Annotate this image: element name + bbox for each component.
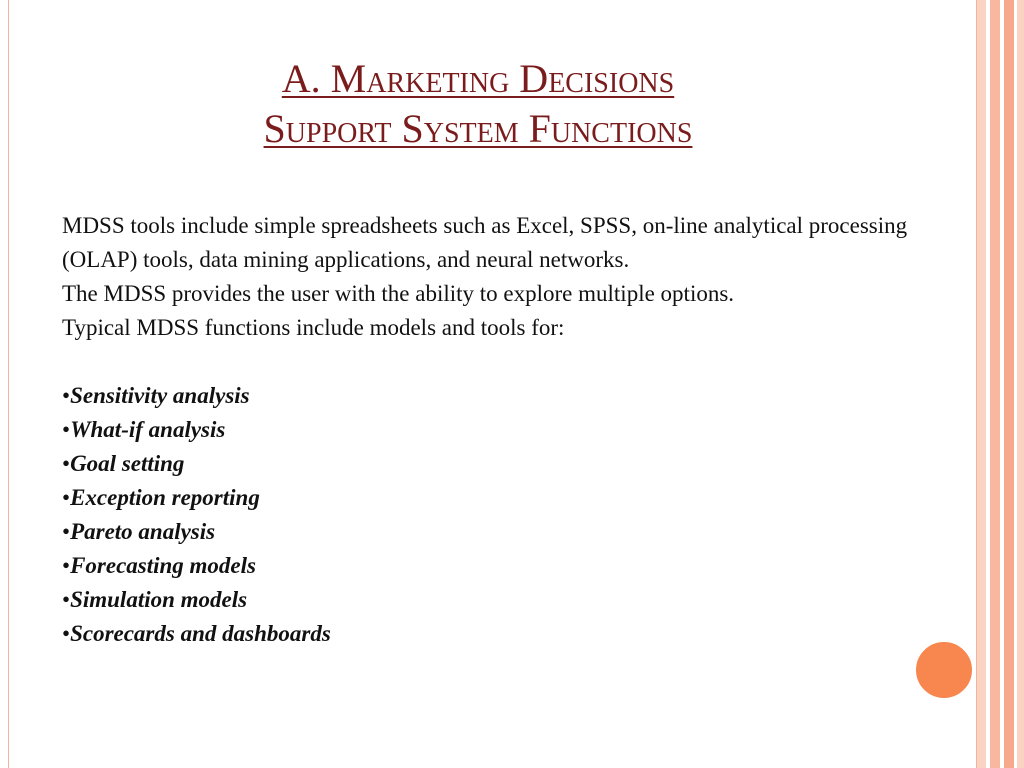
bullet-icon: •	[62, 451, 71, 476]
list-item	[62, 379, 912, 413]
list-item	[62, 617, 912, 651]
bullet-icon: •	[62, 553, 71, 578]
list-item-text: Exception reporting	[70, 485, 260, 510]
list-item-text: Goal setting	[70, 451, 185, 476]
stripe-4	[1017, 0, 1024, 768]
list-item	[62, 515, 912, 549]
list-item-text: Pareto analysis	[70, 519, 216, 544]
bullet-icon: •	[62, 383, 71, 408]
list-item	[62, 481, 912, 515]
functions-list	[62, 379, 912, 651]
decorative-circle	[913, 639, 975, 701]
bullet-icon: •	[62, 485, 71, 510]
slide-title	[150, 54, 806, 154]
bullet-icon: •	[62, 587, 71, 612]
list-item-text: Sensitivity analysis	[70, 383, 250, 408]
blank-line	[62, 345, 912, 379]
list-item	[62, 413, 912, 447]
list-item-text: Simulation models	[70, 587, 248, 612]
list-item-text: Forecasting models	[70, 553, 256, 578]
decorative-side-stripes	[977, 0, 1024, 768]
slide-body	[62, 209, 912, 651]
title-line-2: Support System Functions	[263, 106, 693, 151]
bullet-icon: •	[62, 519, 71, 544]
paragraph-functions-intro: Typical MDSS functions include models and tools for:	[62, 315, 565, 340]
list-item	[62, 583, 912, 617]
list-item-text: What-if analysis	[70, 417, 226, 442]
list-item-text: Scorecards and dashboards	[70, 621, 331, 646]
stripe-1	[977, 0, 986, 768]
list-item	[62, 549, 912, 583]
bullet-icon: •	[62, 417, 71, 442]
stripe-3	[1004, 0, 1014, 768]
stripe-2	[990, 0, 1000, 768]
title-line-1: A. Marketing Decisions	[281, 56, 675, 101]
paragraph-ability: The MDSS provides the user with the ability to explore multiple options.	[62, 281, 735, 306]
bullet-icon: •	[62, 621, 71, 646]
list-item	[62, 447, 912, 481]
paragraph-tools: MDSS tools include simple spreadsheets such as Excel, SPSS, on-line analytical processing (OLAP) tools, data mining applications, and neural networks.	[62, 213, 908, 272]
